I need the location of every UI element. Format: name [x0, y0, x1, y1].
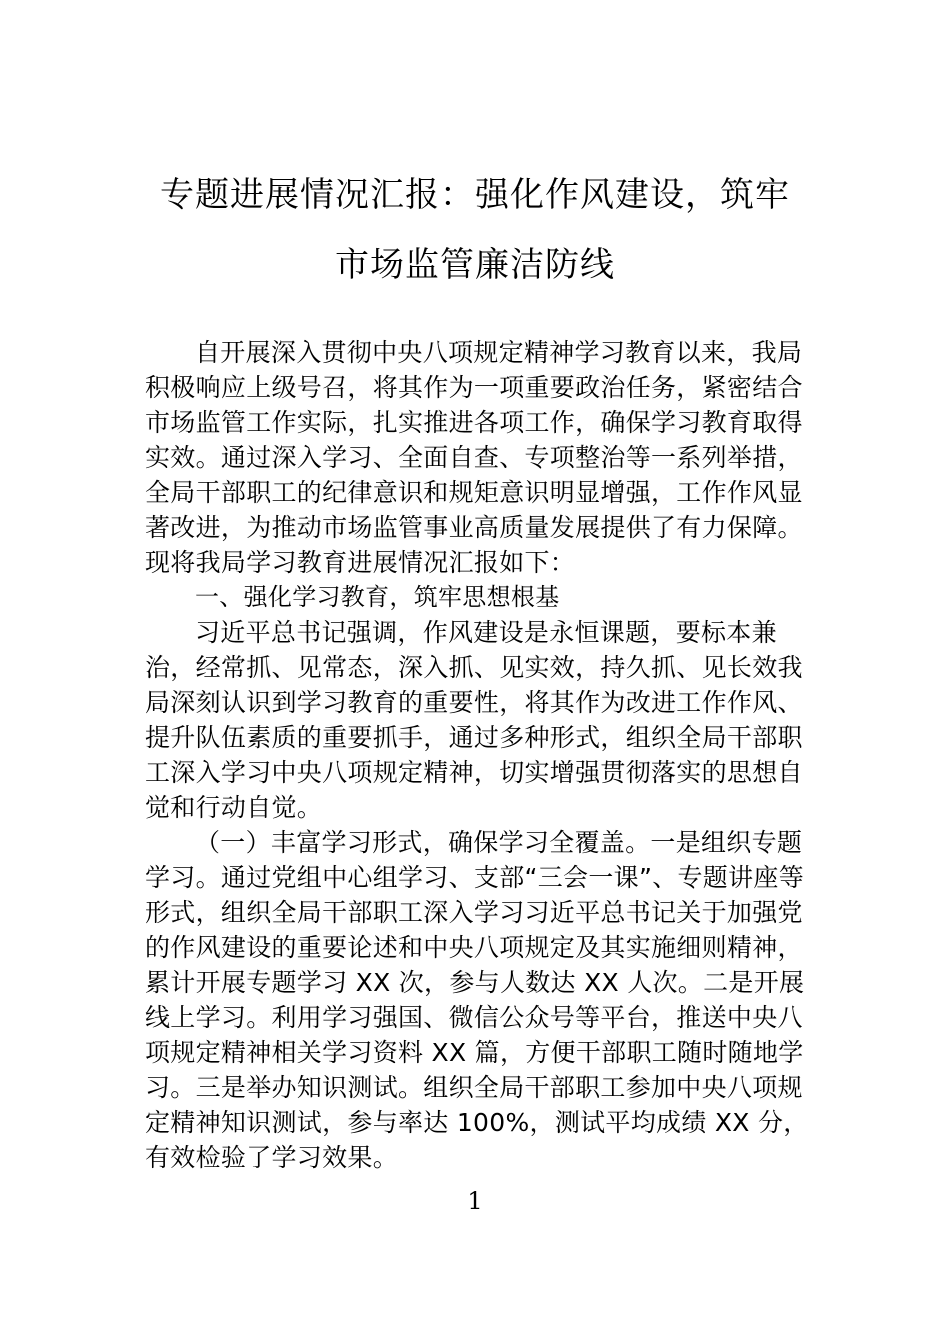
section-heading-1: 一、强化学习教育，筑牢思想根基: [195, 583, 560, 611]
subsection-1-paragraph: （一）丰富学习形式，确保学习全覆盖。一是组织专题学习。通过党组中心组学习、支部“三会一课”、专题讲座等形式，组织全局干部职工深入学习习近平总书记关于加强党的作风建设的重要论述和中央八项规定及其实施细则精神，累计开展专题学习 XX 次，参与人数达 XX 人次。二是开展线上学习。利用学习强国、微信公众号等平台，推送中央八项规定精神相关学习资料 XX 篇，方便干部职工随时随地学习。三是举办知识测试。组织全局干部职工参加中央八项规定精神知识测试，参与率达 100%，测试平均成绩 XX 分，有效检验了学习效果。: [145, 828, 809, 1172]
page-number: 1: [467, 1187, 483, 1215]
document-body: [145, 335, 825, 1175]
document-title-line-2: 市场监管廉洁防线: [335, 245, 615, 285]
section-1-paragraph: 习近平总书记强调，作风建设是永恒课题，要标本兼治，经常抓、见常态，深入抓、见实效，持久抓、见长效我局深刻认识到学习教育的重要性，将其作为改进工作作风、提升队伍素质的重要抓手，通过多种形式，组织全局干部职工深入学习中央八项规定精神，切实增强贯彻落实的思想自觉和行动自觉。: [145, 618, 803, 822]
document-title-line-1: 专题进展情况汇报：强化作风建设，筑牢: [160, 175, 790, 215]
intro-paragraph: 自开展深入贯彻中央八项规定精神学习教育以来，我局积极响应上级号召，将其作为一项重要政治任务，紧密结合市场监管工作实际，扎实推进各项工作，确保学习教育取得实效。通过深入学习、全面自查、专项整治等一系列举措，全局干部职工的纪律意识和规矩意识明显增强，工作作风显著改进，为推动市场监管事业高质量发展提供了有力保障。现将我局学习教育进展情况汇报如下：: [145, 338, 803, 577]
